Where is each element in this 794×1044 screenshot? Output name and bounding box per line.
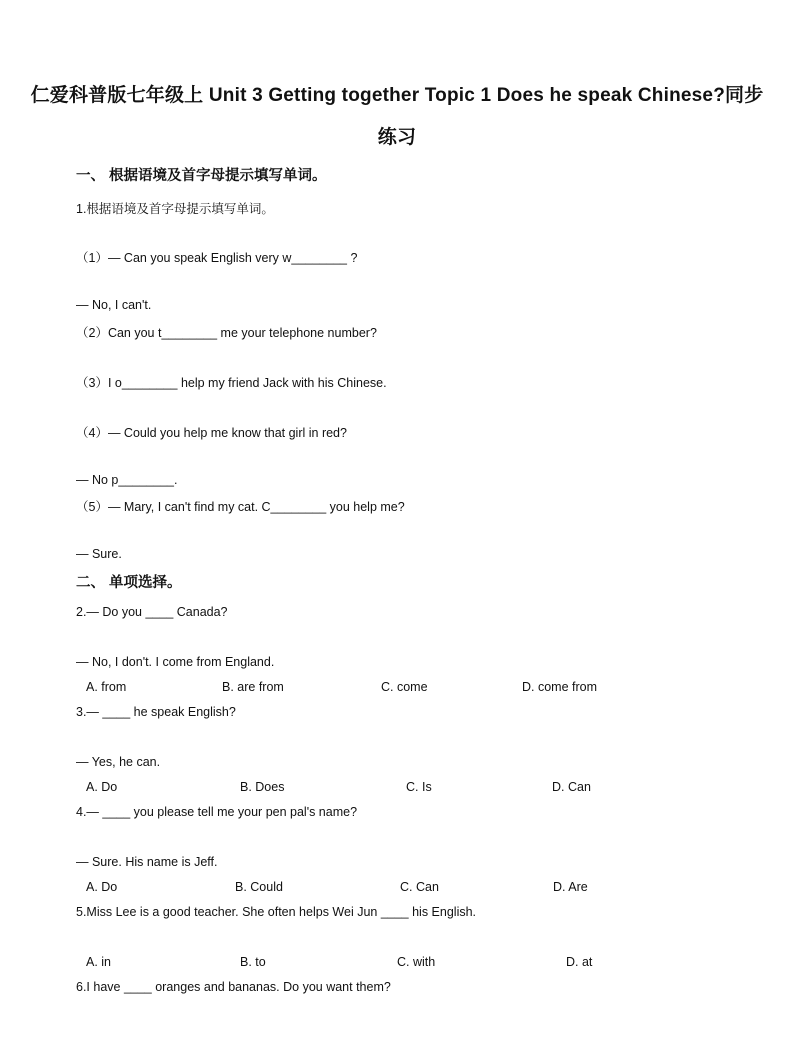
question-3-option-c: C. Is [406,780,432,794]
fill-in-item: （2）Can you t________ me your telephone number? [76,326,377,340]
question-2-option-a: A. from [86,680,127,694]
section-heading-fill-in: 一、 根据语境及首字母提示填写单词。 [76,168,327,184]
fill-in-item: （1）— Can you speak English very w________ ? [76,251,358,265]
question-3-stem: 3.— ____ he speak English? [76,705,236,719]
question-1-stem: 1.根据语境及首字母提示填写单词。 [76,202,274,216]
question-2-stem: 2.— Do you ____ Canada? [76,605,228,619]
page-title-continued: 练习 [377,127,417,148]
question-3-option-d: D. Can [552,780,591,794]
question-4-option-d: D. Are [553,880,588,894]
question-5-option-c: C. with [397,955,436,969]
question-2-option-b: B. are from [222,680,284,694]
question-6-stem: 6.I have ____ oranges and bananas. Do you want them? [76,980,391,994]
question-4-reply: — Sure. His name is Jeff. [76,855,218,869]
question-4-option-b: B. Could [235,880,283,894]
fill-in-item: （5）— Mary, I can't find my cat. C________ you help me? [76,500,405,514]
question-3-option-b: B. Does [240,780,285,794]
fill-in-reply: — No p________. [76,473,178,487]
question-4-option-a: A. Do [86,880,118,894]
page-title: 仁爱科普版七年级上 Unit 3 Getting together Topic 1 Does he speak Chinese?同步 [30,85,764,106]
question-5-option-d: D. at [566,955,593,969]
fill-in-item: （4）— Could you help me know that girl in red? [76,426,347,440]
question-4-stem: 4.— ____ you please tell me your pen pal's name? [76,805,358,819]
question-2-option-c: C. come [381,680,428,694]
question-5-option-a: A. in [86,955,112,969]
question-2-option-d: D. come from [522,680,598,694]
fill-in-reply: — Sure. [76,547,122,561]
question-3-reply: — Yes, he can. [76,755,161,769]
question-4-option-c: C. Can [400,880,439,894]
question-5-stem: 5.Miss Lee is a good teacher. She often helps Wei Jun ____ his English. [76,905,477,919]
question-2-reply: — No, I don't. I come from England. [76,655,275,669]
fill-in-reply: — No, I can't. [76,298,152,312]
question-3-option-a: A. Do [86,780,118,794]
fill-in-item: （3）I o________ help my friend Jack with his Chinese. [76,376,387,390]
section-heading-multiple-choice: 二、 单项选择。 [76,575,182,591]
question-5-option-b: B. to [240,955,266,969]
